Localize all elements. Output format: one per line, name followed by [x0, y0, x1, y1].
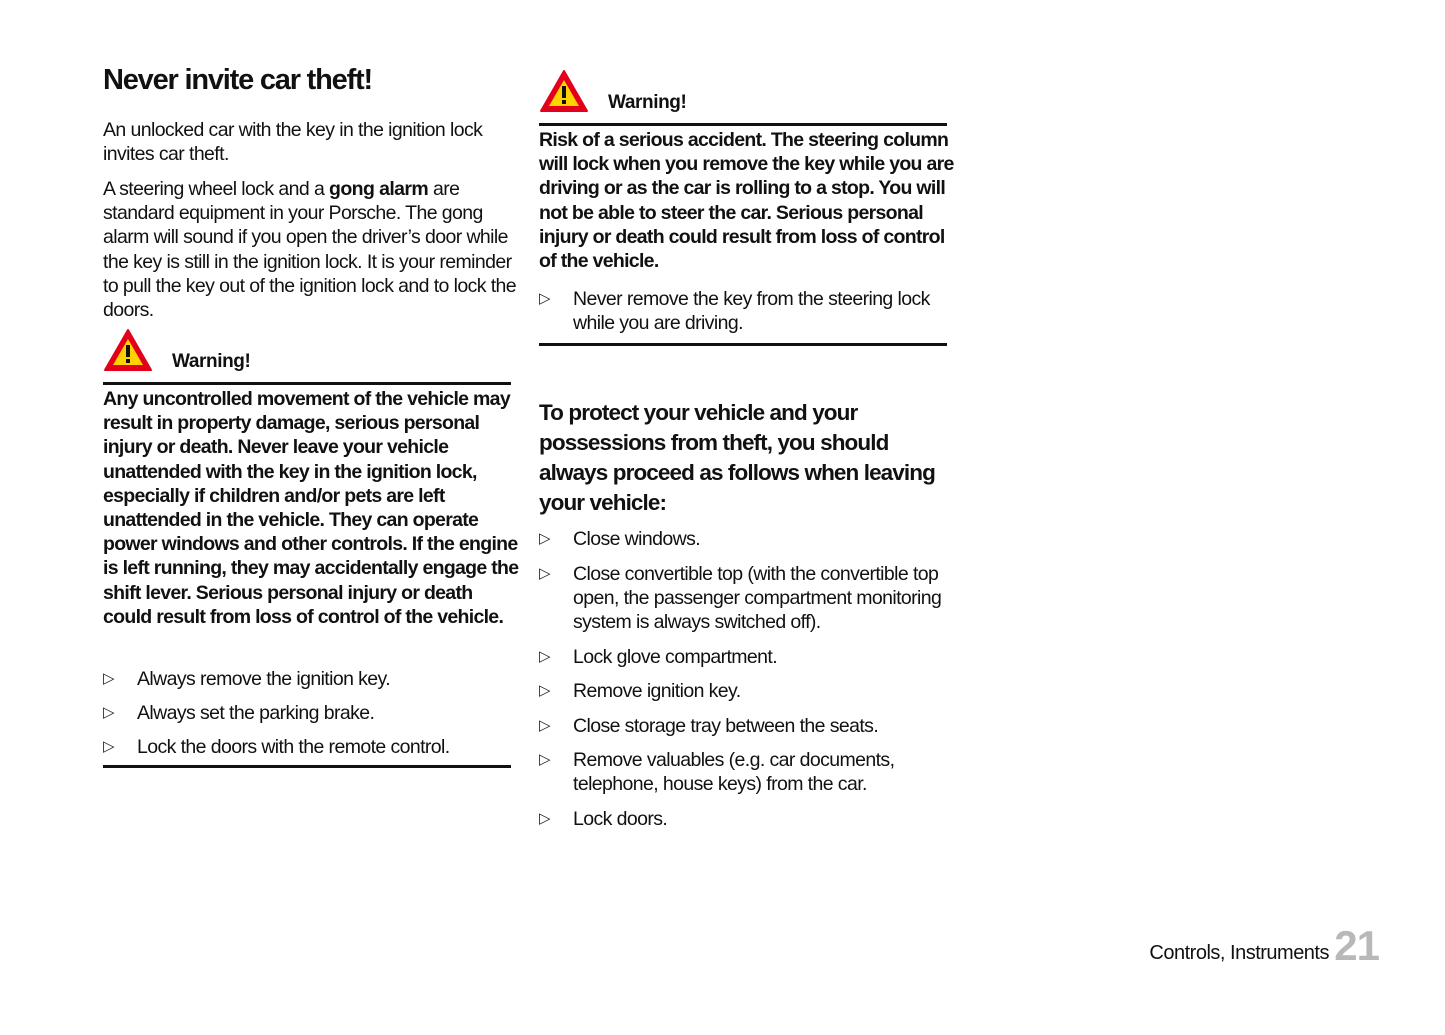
warning-triangle-icon [539, 69, 589, 113]
bullet-arrow-icon: ▷ [539, 565, 550, 582]
right-warning-header [539, 69, 947, 126]
bullet-arrow-icon: ▷ [539, 290, 550, 307]
bullet-arrow-icon: ▷ [539, 682, 550, 699]
intro-paragraph-text: An unlocked car with the key in the ignition lock invites car theft. [103, 119, 483, 166]
left-warning-end-rule [103, 765, 511, 768]
bullet-arrow-icon: ▷ [103, 704, 114, 721]
theft-protection-heading [539, 398, 959, 518]
list-item-text: Lock glove compartment. [573, 646, 778, 668]
bullet-arrow-icon: ▷ [539, 530, 550, 547]
list-item-text: Always remove the ignition key. [137, 668, 391, 690]
right-warning-label: Warning! [608, 92, 687, 113]
right-warning-end-rule [539, 343, 947, 346]
warning-triangle-icon [103, 328, 153, 372]
left-warning-text [103, 387, 523, 629]
bullet-arrow-icon: ▷ [103, 670, 114, 687]
list-item-text: Always set the parking brake. [137, 702, 375, 724]
right-warning-text-content: Risk of a serious accident. The steering column will lock when you remove the key while you are driving or as the car is rolling to a stop. You will not be able to steer the car. Serious personal injury or death could result from loss of control of the vehicle. [539, 129, 954, 273]
bullet-arrow-icon: ▷ [539, 751, 550, 768]
bullet-arrow-icon: ▷ [539, 717, 550, 734]
list-item-text: Lock the doors with the remote control. [137, 736, 450, 758]
page-number: 21 [1334, 922, 1379, 969]
list-item-text: Close storage tray between the seats. [573, 715, 879, 737]
bullet-arrow-icon: ▷ [103, 738, 114, 755]
left-warning-text-content: Any uncontrolled movement of the vehicle may result in property damage, serious personal injury or death. Never leave your vehicle unattended with the key in the ignition lock, especially if children and/or pets are left unattended in the vehicle. They can operate power windows and other controls. If the engine is left running, they may accidentally engage the shift lever. Serious personal injury or death could result from loss of control of the vehicle. [103, 388, 519, 628]
list-item-text: Close convertible top (with the convertible top open, the passenger compartment monitoring system is always switched off). [573, 563, 942, 634]
gong-alarm-paragraph [103, 177, 523, 322]
page-title-text: Never invite car theft! [103, 64, 372, 96]
gong-paragraph-lead: A steering wheel lock and a [103, 178, 330, 200]
gong-paragraph-rest: are standard equipment in your Porsche. The gong alarm will sound if you open the driver’s door while the key is still in the ignition lock. It is your reminder to pull the key out of the ignition lock and to lock the doors. [103, 178, 517, 322]
bullet-arrow-icon: ▷ [539, 648, 550, 665]
theft-protection-heading-text: To protect your vehicle and your possessions from theft, you should always proceed as follows when leaving your vehicle: [539, 400, 935, 515]
list-item-text: Remove valuables (e.g. car documents, telephone, house keys) from the car. [573, 749, 895, 796]
intro-paragraph [103, 118, 523, 166]
section-name: Controls, Instruments [1149, 942, 1329, 964]
list-item-text: Never remove the key from the steering lock while you are driving. [573, 288, 930, 335]
left-warning-label: Warning! [172, 351, 251, 372]
list-item-text: Remove ignition key. [573, 680, 741, 702]
bullet-arrow-icon: ▷ [539, 810, 550, 827]
list-item-text: Lock doors. [573, 808, 668, 830]
right-warning-text [539, 128, 959, 273]
page-title [103, 64, 372, 97]
list-item-text: Close windows. [573, 528, 701, 550]
left-warning-header [103, 328, 511, 385]
gong-alarm-term: gong alarm [329, 178, 429, 200]
